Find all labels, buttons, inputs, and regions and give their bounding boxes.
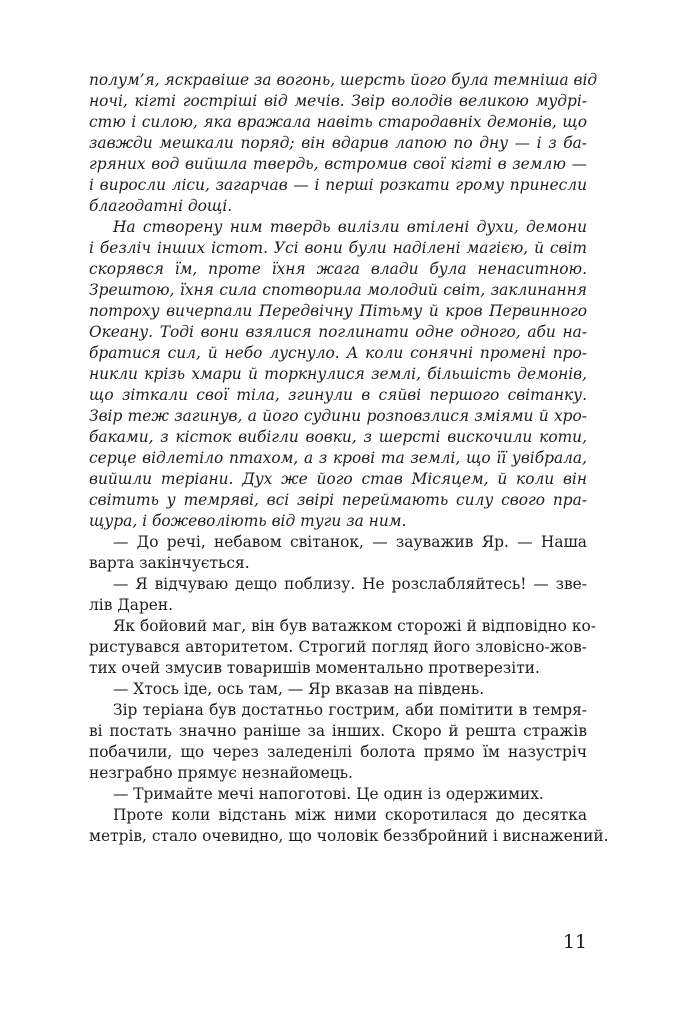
text-line: і виросли ліси, загарчав — і перші розкати грому принесли (89, 176, 587, 194)
text-line: стю і силою, яка вражала навіть стародавніх демонів, що (89, 113, 587, 131)
text-line: ристувався авторитетом. Строгий погляд його зловісно-жов- (89, 638, 587, 656)
text-line: гряних вод вийшла твердь, встромив свої кігті в землю — (89, 155, 587, 173)
text-line: ві постать значно раніше за інших. Скоро й решта стражів (89, 722, 587, 740)
text-line: — Я відчуваю дещо поблизу. Не розслабляйтесь! — зве- (113, 575, 587, 593)
text-line: Звір теж загинув, а його судини розповзлися зміями й хро- (89, 407, 587, 425)
text-line: На створену ним твердь вилізли втілені духи, демони (113, 218, 587, 236)
dialogue-paragraph-1 (89, 532, 587, 574)
text-line: тих очей змусив товаришів моментально протверезіти. (89, 659, 540, 677)
text-line: скорявся їм, проте їхня жага влади була ненаситною. (89, 260, 587, 278)
text-line: баками, з кісток вибігли вовки, з шерсті вискочили коти, (89, 428, 587, 446)
text-line: варта закінчується. (89, 554, 250, 572)
text-line: Зрештою, їхня сила спотворила молодий світ, заклинання (89, 281, 587, 299)
dialogue-paragraph-4 (89, 784, 587, 805)
text-line: метрів, стало очевидно, що чоловік беззбройний і виснажений. (89, 827, 609, 845)
text-line: — Хтось іде, ось там, — Яр вказав на південь. (113, 680, 485, 698)
text-line: Як бойовий маг, він був ватажком сторожі й відповідно ко- (113, 617, 596, 635)
text-line: благодатні дощі. (89, 197, 233, 215)
text-line: світить у темряві, всі звірі переймають силу свого пра- (89, 491, 587, 509)
text-line: щура, і божеволіють від туги за ним. (89, 512, 407, 530)
text-line: Зір теріана був достатньо гострим, аби помітити в темря- (113, 701, 587, 719)
text-line: — Тримайте мечі напоготові. Це один із одержимих. (113, 785, 544, 803)
text-line: завжди мешкали поряд; він вдарив лапою по дну — і з ба- (89, 134, 587, 152)
dialogue-paragraph-2 (89, 574, 587, 616)
narrative-paragraph-2 (89, 700, 587, 784)
text-line: серце відлетіло птахом, а з крові та землі, що її увібрала, (89, 449, 587, 467)
text-line: братися сил, й небо луснуло. А коли сонячні промені про- (89, 344, 587, 362)
narrative-paragraph-3 (89, 805, 609, 847)
italic-paragraph-1 (89, 70, 598, 217)
page-body (89, 70, 609, 847)
narrative-paragraph-1 (89, 616, 596, 679)
text-line: полум’я, яскравіше за вогонь, шерсть його була темніша від (89, 71, 598, 89)
text-line: Океану. Тоді вони взялися поглинати одне одного, аби на- (89, 323, 587, 341)
text-line: никли крізь хмари й торкнулися землі, більшість демонів, (89, 365, 587, 383)
text-line: Проте коли відстань між ними скоротилася до десятка (113, 806, 587, 824)
dialogue-paragraph-3 (89, 679, 587, 700)
text-line: незграбно прямує незнайомець. (89, 764, 353, 782)
italic-paragraph-2 (89, 217, 587, 532)
text-line: що зіткали свої тіла, згинули в сяйві першого світанку. (89, 386, 587, 404)
text-line: побачили, що через заледенілі болота прямо їм назустріч (89, 743, 587, 761)
text-line: вийшли теріани. Дух же його став Місяцем, й коли він (89, 470, 587, 488)
text-line: потроху вичерпали Передвічну Пітьму й кров Первинного (89, 302, 587, 320)
text-line: ночі, кігті гостріші від мечів. Звір володів великою мудрі- (89, 92, 587, 110)
page-number: 11 (562, 931, 587, 953)
text-line: лів Дарен. (89, 596, 174, 614)
text-line: — До речі, небавом світанок, — зауважив Яр. — Наша (113, 533, 587, 551)
text-line: і безліч інших істот. Усі вони були наділені магією, й світ (89, 239, 587, 257)
